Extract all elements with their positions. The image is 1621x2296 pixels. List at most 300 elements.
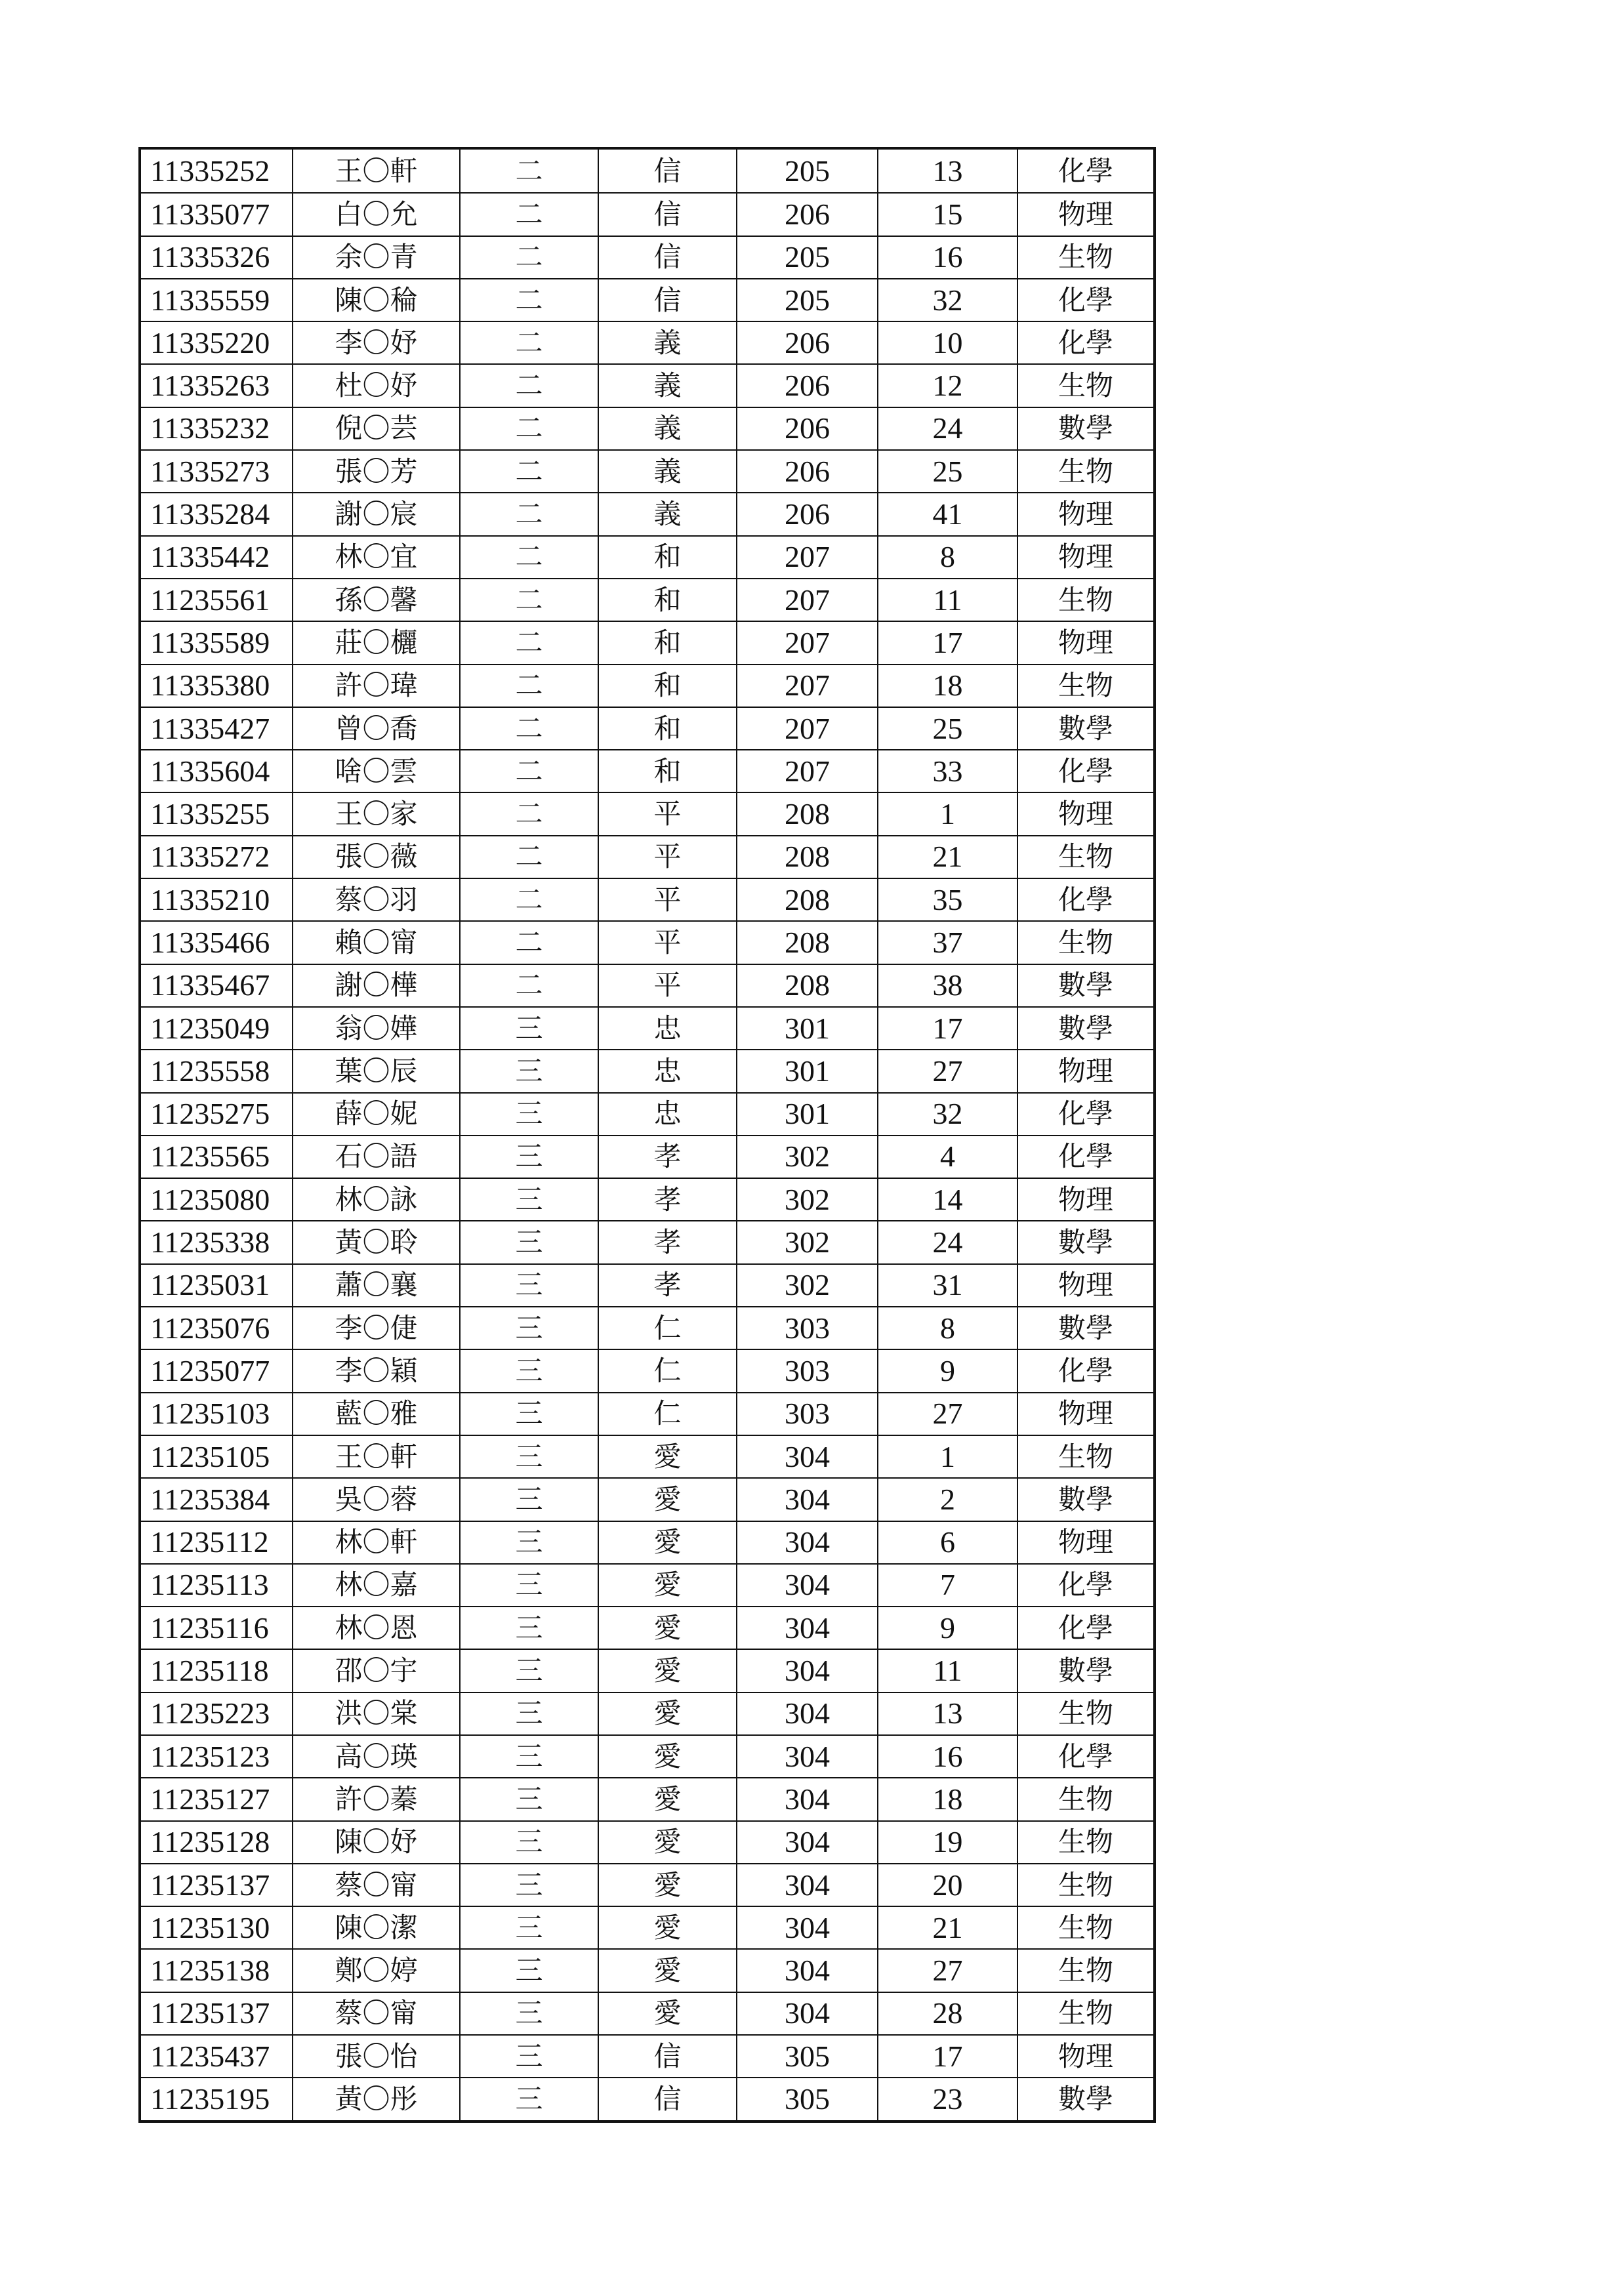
class-cell: 愛 [598,1736,736,1777]
student-name-cell: 蔡〇羽 [292,879,459,920]
seat-number-cell: 17 [877,1008,1017,1049]
class-cell: 愛 [598,1522,736,1563]
class-cell: 和 [598,537,736,578]
student-name-cell: 倪〇芸 [292,408,459,449]
grade-cell: 二 [459,579,598,621]
seat-number-cell: 16 [877,1736,1017,1777]
class-cell: 愛 [598,1907,736,1948]
student-id-cell: 11235130 [150,1910,270,1944]
class-cell: 平 [598,793,736,834]
class-cell: 愛 [598,1607,736,1649]
student-list-table [138,147,1156,2123]
room-cell: 205 [736,237,877,278]
student-id-cell: 11235076 [150,1311,270,1345]
subject-cell: 生物 [1017,451,1153,492]
seat-number-cell: 14 [877,1179,1017,1220]
grade-cell: 三 [459,1479,598,1520]
table-row [141,1734,1153,1777]
table-row [141,1906,1153,1948]
student-id-cell: 11335326 [150,240,270,274]
room-cell: 305 [736,2036,877,2077]
class-cell: 忠 [598,1094,736,1135]
class-cell: 愛 [598,1565,736,1606]
table-row [141,192,1153,235]
room-cell: 304 [736,1736,877,1777]
grade-cell: 三 [459,1693,598,1734]
grade-cell: 三 [459,1822,598,1863]
seat-number-cell: 19 [877,1822,1017,1863]
grade-cell: 三 [459,1307,598,1349]
seat-number-cell: 18 [877,1778,1017,1820]
table-row [141,1220,1153,1263]
room-cell: 301 [736,1008,877,1049]
room-cell: 301 [736,1050,877,1092]
student-id-cell: 11335077 [150,197,270,231]
grade-cell: 三 [459,1993,598,2034]
seat-number-cell: 25 [877,708,1017,749]
seat-number-cell: 1 [877,793,1017,834]
room-cell: 304 [736,1822,877,1863]
grade-cell: 三 [459,2078,598,2120]
table-row [141,1006,1153,1049]
student-id-cell: 11335589 [150,625,270,659]
subject-cell: 化學 [1017,1350,1153,1391]
class-cell: 義 [598,451,736,492]
student-id-cell: 11235558 [150,1054,270,1088]
table-row [141,964,1153,1006]
subject-cell: 物理 [1017,2036,1153,2077]
room-cell: 207 [736,579,877,621]
student-id-cell: 11335255 [150,797,270,831]
subject-cell: 生物 [1017,665,1153,707]
student-id-cell: 11235127 [150,1782,270,1816]
student-id-cell: 11335210 [150,882,270,916]
room-cell: 304 [736,1864,877,1906]
grade-cell: 二 [459,622,598,663]
student-name-cell: 啥〇雲 [292,750,459,792]
seat-number-cell: 9 [877,1607,1017,1649]
student-name-cell: 蔡〇甯 [292,1864,459,1906]
class-cell: 平 [598,836,736,878]
table-row [141,1263,1153,1306]
student-name-cell: 賴〇甯 [292,922,459,963]
student-name-cell: 孫〇馨 [292,579,459,621]
subject-cell: 數學 [1017,1221,1153,1263]
student-name-cell: 石〇語 [292,1136,459,1178]
grade-cell: 三 [459,1736,598,1777]
seat-number-cell: 21 [877,836,1017,878]
table-row [141,1092,1153,1135]
student-id-cell: 11335604 [150,754,270,788]
room-cell: 207 [736,708,877,749]
seat-number-cell: 18 [877,665,1017,707]
student-name-cell: 洪〇棠 [292,1693,459,1734]
subject-cell: 物理 [1017,1393,1153,1435]
subject-cell: 化學 [1017,750,1153,792]
student-id-cell: 11335263 [150,369,270,403]
seat-number-cell: 10 [877,322,1017,363]
subject-cell: 數學 [1017,708,1153,749]
student-id-cell: 11335467 [150,968,270,1002]
seat-number-cell: 8 [877,537,1017,578]
grade-cell: 三 [459,1864,598,1906]
table-row [141,535,1153,578]
class-cell: 愛 [598,1950,736,1991]
subject-cell: 物理 [1017,622,1153,663]
subject-cell: 生物 [1017,836,1153,878]
subject-cell: 數學 [1017,965,1153,1006]
grade-cell: 三 [459,1050,598,1092]
class-cell: 仁 [598,1393,736,1435]
room-cell: 302 [736,1265,877,1306]
seat-number-cell: 28 [877,1993,1017,2034]
seat-number-cell: 41 [877,493,1017,535]
room-cell: 208 [736,922,877,963]
student-name-cell: 王〇軒 [292,150,459,192]
grade-cell: 三 [459,1607,598,1649]
student-id-cell: 11235118 [150,1654,269,1688]
student-name-cell: 蔡〇甯 [292,1993,459,2034]
table-row [141,492,1153,535]
seat-number-cell: 1 [877,1436,1017,1477]
student-name-cell: 葉〇辰 [292,1050,459,1092]
seat-number-cell: 13 [877,150,1017,192]
grade-cell: 二 [459,451,598,492]
table-row [141,1992,1153,2034]
student-id-cell: 11235338 [150,1225,270,1260]
student-id-cell: 11235123 [150,1739,270,1773]
class-cell: 平 [598,879,736,920]
subject-cell: 物理 [1017,1050,1153,1092]
student-name-cell: 許〇瑋 [292,665,459,707]
room-cell: 208 [736,965,877,1006]
grade-cell: 二 [459,922,598,963]
student-name-cell: 杜〇妤 [292,365,459,406]
subject-cell: 化學 [1017,1736,1153,1777]
room-cell: 205 [736,279,877,321]
seat-number-cell: 24 [877,408,1017,449]
class-cell: 和 [598,579,736,621]
grade-cell: 三 [459,1778,598,1820]
student-id-cell: 11235128 [150,1825,270,1859]
class-cell: 愛 [598,1864,736,1906]
table-row [141,664,1153,707]
student-id-cell: 11235223 [150,1696,270,1731]
class-cell: 和 [598,708,736,749]
student-id-cell: 11235275 [150,1097,270,1131]
subject-cell: 化學 [1017,879,1153,920]
student-id-cell: 11235195 [150,2082,270,2116]
student-name-cell: 黃〇彤 [292,2078,459,2120]
room-cell: 301 [736,1094,877,1135]
student-id-cell: 11335466 [150,925,270,959]
subject-cell: 生物 [1017,1778,1153,1820]
class-cell: 信 [598,194,736,235]
grade-cell: 二 [459,279,598,321]
subject-cell: 化學 [1017,1136,1153,1178]
room-cell: 304 [736,1522,877,1563]
student-name-cell: 李〇倢 [292,1307,459,1349]
student-id-cell: 11235138 [150,1954,270,1988]
table-row [141,449,1153,492]
student-name-cell: 謝〇宸 [292,493,459,535]
grade-cell: 二 [459,150,598,192]
student-id-cell: 11235561 [150,583,270,617]
grade-cell: 二 [459,879,598,920]
room-cell: 303 [736,1350,877,1391]
room-cell: 206 [736,194,877,235]
class-cell: 孝 [598,1265,736,1306]
room-cell: 304 [736,1650,877,1691]
seat-number-cell: 8 [877,1307,1017,1349]
student-name-cell: 張〇怡 [292,2036,459,2077]
grade-cell: 三 [459,1436,598,1477]
class-cell: 義 [598,322,736,363]
class-cell: 愛 [598,1479,736,1520]
grade-cell: 二 [459,965,598,1006]
student-id-cell: 11235031 [150,1268,270,1302]
seat-number-cell: 25 [877,451,1017,492]
student-name-cell: 林〇軒 [292,1522,459,1563]
table-row [141,749,1153,792]
table-row [141,321,1153,363]
room-cell: 208 [736,793,877,834]
class-cell: 義 [598,493,736,535]
table-row [141,878,1153,920]
subject-cell: 生物 [1017,365,1153,406]
grade-cell: 二 [459,665,598,707]
student-name-cell: 張〇薇 [292,836,459,878]
student-id-cell: 11235105 [150,1439,270,1473]
room-cell: 207 [736,665,877,707]
class-cell: 愛 [598,1693,736,1734]
room-cell: 206 [736,408,877,449]
table-row [141,1948,1153,1991]
student-name-cell: 張〇芳 [292,451,459,492]
table-row [141,1435,1153,1477]
room-cell: 208 [736,836,877,878]
seat-number-cell: 38 [877,965,1017,1006]
subject-cell: 生物 [1017,237,1153,278]
grade-cell: 二 [459,194,598,235]
class-cell: 仁 [598,1350,736,1391]
grade-cell: 三 [459,1907,598,1948]
student-name-cell: 薛〇妮 [292,1094,459,1135]
seat-number-cell: 16 [877,237,1017,278]
seat-number-cell: 27 [877,1050,1017,1092]
seat-number-cell: 17 [877,2036,1017,2077]
class-cell: 愛 [598,1993,736,2034]
seat-number-cell: 23 [877,2078,1017,2120]
grade-cell: 三 [459,1350,598,1391]
seat-number-cell: 37 [877,922,1017,963]
room-cell: 305 [736,2078,877,2120]
class-cell: 孝 [598,1179,736,1220]
student-name-cell: 林〇宜 [292,537,459,578]
class-cell: 義 [598,365,736,406]
table-row [141,278,1153,321]
subject-cell: 化學 [1017,1565,1153,1606]
seat-number-cell: 15 [877,194,1017,235]
grade-cell: 二 [459,750,598,792]
student-id-cell: 11235137 [150,1868,270,1902]
room-cell: 205 [736,150,877,192]
room-cell: 302 [736,1136,877,1178]
grade-cell: 三 [459,1179,598,1220]
student-name-cell: 李〇妤 [292,322,459,363]
student-name-cell: 林〇恩 [292,1607,459,1649]
grade-cell: 三 [459,1522,598,1563]
table-row [141,1306,1153,1349]
grade-cell: 二 [459,322,598,363]
student-name-cell: 蕭〇襄 [292,1265,459,1306]
student-id-cell: 11235137 [150,1996,270,2030]
grade-cell: 二 [459,708,598,749]
grade-cell: 三 [459,1094,598,1135]
seat-number-cell: 32 [877,1094,1017,1135]
class-cell: 平 [598,965,736,1006]
room-cell: 304 [736,1993,877,2034]
student-id-cell: 11335284 [150,497,270,531]
grade-cell: 三 [459,1565,598,1606]
seat-number-cell: 2 [877,1479,1017,1520]
table-row [141,363,1153,406]
seat-number-cell: 31 [877,1265,1017,1306]
seat-number-cell: 35 [877,879,1017,920]
student-name-cell: 陳〇稐 [292,279,459,321]
grade-cell: 二 [459,793,598,834]
student-id-cell: 11235565 [150,1139,270,1174]
room-cell: 304 [736,1607,877,1649]
table-row [141,407,1153,449]
student-name-cell: 鄭〇婷 [292,1950,459,1991]
student-name-cell: 陳〇妤 [292,1822,459,1863]
table-row [141,920,1153,963]
class-cell: 孝 [598,1221,736,1263]
subject-cell: 數學 [1017,1307,1153,1349]
grade-cell: 三 [459,1950,598,1991]
subject-cell: 數學 [1017,408,1153,449]
seat-number-cell: 11 [877,579,1017,621]
subject-cell: 生物 [1017,1693,1153,1734]
grade-cell: 二 [459,493,598,535]
table-row [141,1049,1153,1092]
student-id-cell: 11235113 [150,1568,269,1602]
subject-cell: 化學 [1017,279,1153,321]
student-id-cell: 11235103 [150,1397,270,1431]
table-row [141,707,1153,749]
subject-cell: 生物 [1017,579,1153,621]
subject-cell: 生物 [1017,1907,1153,1948]
student-name-cell: 謝〇樺 [292,965,459,1006]
grade-cell: 三 [459,1393,598,1435]
seat-number-cell: 24 [877,1221,1017,1263]
subject-cell: 生物 [1017,1822,1153,1863]
table-row [141,1649,1153,1691]
table-row [141,1477,1153,1520]
table-row [141,1521,1153,1563]
subject-cell: 生物 [1017,1950,1153,1991]
subject-cell: 物理 [1017,1265,1153,1306]
table-row [141,150,1153,192]
table-row [141,1820,1153,1863]
room-cell: 304 [736,1565,877,1606]
class-cell: 和 [598,665,736,707]
table-row [141,792,1153,834]
seat-number-cell: 12 [877,365,1017,406]
student-name-cell: 莊〇欐 [292,622,459,663]
student-name-cell: 翁〇嬅 [292,1008,459,1049]
student-name-cell: 邵〇宇 [292,1650,459,1691]
subject-cell: 化學 [1017,1607,1153,1649]
student-id-cell: 11235049 [150,1011,270,1045]
student-name-cell: 高〇瑛 [292,1736,459,1777]
class-cell: 和 [598,622,736,663]
subject-cell: 生物 [1017,1436,1153,1477]
student-id-cell: 11235080 [150,1182,270,1216]
table-row [141,621,1153,663]
room-cell: 207 [736,622,877,663]
room-cell: 304 [736,1479,877,1520]
seat-number-cell: 7 [877,1565,1017,1606]
class-cell: 愛 [598,1822,736,1863]
student-id-cell: 11335273 [150,454,270,488]
room-cell: 207 [736,750,877,792]
class-cell: 忠 [598,1050,736,1092]
subject-cell: 物理 [1017,493,1153,535]
subject-cell: 物理 [1017,1179,1153,1220]
table-row [141,1349,1153,1391]
table-row [141,578,1153,621]
seat-number-cell: 21 [877,1907,1017,1948]
class-cell: 信 [598,279,736,321]
seat-number-cell: 27 [877,1393,1017,1435]
class-cell: 和 [598,750,736,792]
student-id-cell: 11335427 [150,711,270,745]
table-row [141,1563,1153,1606]
subject-cell: 化學 [1017,322,1153,363]
table-row [141,236,1153,278]
room-cell: 208 [736,879,877,920]
room-cell: 302 [736,1179,877,1220]
student-id-cell: 11335232 [150,411,270,445]
grade-cell: 二 [459,537,598,578]
student-id-cell: 11335252 [150,154,270,188]
room-cell: 206 [736,322,877,363]
subject-cell: 數學 [1017,1479,1153,1520]
student-id-cell: 11235077 [150,1353,270,1387]
student-name-cell: 許〇蓁 [292,1778,459,1820]
room-cell: 304 [736,1778,877,1820]
subject-cell: 生物 [1017,922,1153,963]
student-name-cell: 白〇允 [292,194,459,235]
grade-cell: 三 [459,1221,598,1263]
subject-cell: 數學 [1017,1650,1153,1691]
student-name-cell: 林〇嘉 [292,1565,459,1606]
student-name-cell: 王〇軒 [292,1436,459,1477]
grade-cell: 三 [459,1265,598,1306]
room-cell: 304 [736,1950,877,1991]
class-cell: 孝 [598,1136,736,1178]
grade-cell: 三 [459,1136,598,1178]
subject-cell: 物理 [1017,793,1153,834]
grade-cell: 三 [459,2036,598,2077]
table-row [141,1863,1153,1906]
grade-cell: 二 [459,365,598,406]
subject-cell: 化學 [1017,150,1153,192]
student-id-cell: 11335272 [150,840,270,874]
subject-cell: 生物 [1017,1993,1153,2034]
